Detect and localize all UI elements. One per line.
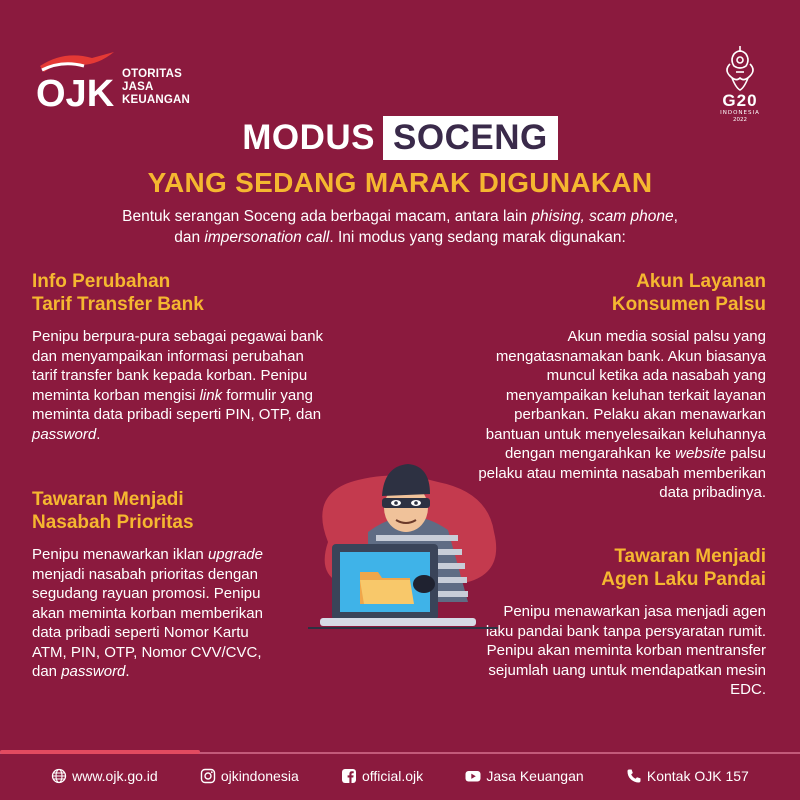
section-tarif-transfer xyxy=(32,270,332,444)
akun-seg-1: Akun media sosial palsu yang mengatasnamakan bank. Akun biasanya muncul ketika ada nasabah yang menyampaikan keluhan terkait layanan perbankan. Pelaku akan menawarkan bantuan untuk menyelesaikan keluhannya dengan mengarahkan ke xyxy=(485,328,766,462)
footer-divider xyxy=(0,752,800,754)
intro-italic-1: phising, scam phone xyxy=(531,208,674,225)
intro-seg-2: , xyxy=(673,208,678,225)
ojk-line-2: JASA xyxy=(122,81,154,93)
section-akun-body xyxy=(478,327,766,503)
section-agen-title: Tawaran Menjadi Agen Laku Pandai xyxy=(601,546,766,590)
section-prioritas-title: Tawaran Menjadi Nasabah Prioritas xyxy=(32,489,194,533)
phone-icon xyxy=(626,768,642,784)
tarif-italic-1: link xyxy=(199,386,223,404)
prioritas-seg-1: Penipu menawarkan iklan xyxy=(32,546,208,563)
prioritas-seg-3: . xyxy=(125,663,130,680)
page-title xyxy=(0,116,800,160)
section-tarif-body xyxy=(32,327,332,444)
ojk-logo-icon xyxy=(34,48,116,112)
akun-italic-1: website xyxy=(675,445,726,462)
footer-phone[interactable] xyxy=(626,768,749,784)
ojk-line-3: KEUANGAN xyxy=(122,94,191,106)
thief-illustration xyxy=(298,452,508,632)
ojk-wordmark xyxy=(122,68,190,107)
footer-facebook-label: official.ojk xyxy=(361,768,424,784)
intro-text xyxy=(40,206,760,248)
tarif-seg-1: Penipu berpura-pura sebagai pegawai bank dan menyampaikan informasi perubahan tarif transfer bank kepada korban. Penipu meminta korban mengisi xyxy=(32,328,324,404)
intro-italic-2: impersonation call xyxy=(204,229,330,246)
intro-seg-1: Bentuk serangan Soceng ada berbagai macam, antara lain xyxy=(122,208,532,225)
footer xyxy=(0,764,800,788)
section-akun-palsu xyxy=(478,270,766,503)
ojk-mark-text: OJK xyxy=(36,73,115,112)
thief-head xyxy=(382,464,430,532)
tarif-seg-2: formulir yang meminta data pribadi seperti PIN, OTP, dan xyxy=(32,386,322,423)
g20-year: 2022 xyxy=(733,117,747,123)
section-agen-laku-pandai xyxy=(478,545,766,700)
prioritas-seg-2: menjadi nasabah prioritas dengan segudang rayuan promosi. Penipu akan meminta korban memberikan data pribadi seperti Nomor Kartu ATM, PIN, OTP, Nomor CVV/CVC, dan xyxy=(32,565,263,680)
tarif-seg-3: . xyxy=(96,425,101,443)
page-subtitle: YANG SEDANG MARAK DIGUNAKAN xyxy=(147,167,653,198)
title-part-1: MODUS xyxy=(242,118,376,157)
tarif-italic-2: password xyxy=(32,425,97,443)
facebook-icon xyxy=(341,768,357,784)
ojk-logo xyxy=(34,48,204,112)
section-akun-title: Akun Layanan Konsumen Palsu xyxy=(611,271,766,315)
section-prioritas-body xyxy=(32,545,282,682)
g20-title: G20 xyxy=(722,91,758,110)
footer-youtube-label: Jasa Keuangan xyxy=(486,768,584,784)
g20-emblem-icon xyxy=(720,44,760,92)
instagram-icon xyxy=(200,768,216,784)
intro-seg-3: dan xyxy=(174,229,205,246)
youtube-icon xyxy=(465,768,481,784)
section-tarif-title: Info Perubahan Tarif Transfer Bank xyxy=(32,271,204,315)
footer-facebook[interactable] xyxy=(341,768,423,784)
intro-seg-4: . Ini modus yang sedang marak digunakan: xyxy=(329,229,626,246)
footer-instagram[interactable] xyxy=(200,768,299,784)
prioritas-italic-1: upgrade xyxy=(207,546,263,563)
title-part-2: SOCENG xyxy=(383,116,558,160)
footer-website-label: www.ojk.go.id xyxy=(72,768,158,784)
prioritas-italic-2: password xyxy=(61,663,126,680)
g20-country: INDONESIA xyxy=(720,110,760,116)
section-agen-body: Penipu menawarkan jasa menjadi agen laku pandai bank tanpa persyaratan rumit. Penipu akan meminta korban mentransfer sejumlah uang untuk mendapatkan mesin EDC. xyxy=(485,603,766,698)
ojk-line-1: OTORITAS xyxy=(122,68,182,80)
footer-phone-label: Kontak OJK 157 xyxy=(646,768,749,784)
globe-icon xyxy=(51,768,67,784)
section-nasabah-prioritas xyxy=(32,488,282,682)
footer-instagram-label: ojkindonesia xyxy=(220,768,299,784)
footer-youtube[interactable] xyxy=(465,768,583,784)
akun-seg-2: palsu pelaku atau meminta nasabah memberikan data pribadinya. xyxy=(478,445,766,501)
footer-website[interactable] xyxy=(51,768,158,784)
